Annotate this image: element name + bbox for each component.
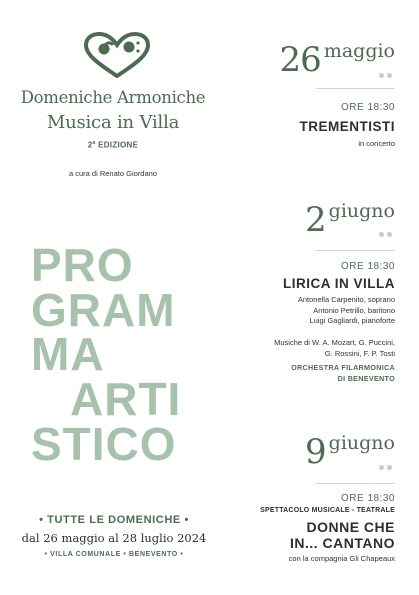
- program-title-line: MA: [31, 328, 105, 380]
- heart-music-logo-icon: [80, 32, 154, 80]
- event-title-line: DONNE CHE: [306, 519, 395, 535]
- event-title: [290, 519, 395, 551]
- divider: [316, 250, 395, 251]
- event-date: [280, 40, 395, 80]
- performers-list: [298, 295, 395, 327]
- divider: [316, 483, 395, 484]
- venue-label: • VILLA COMUNALE • BENEVENTO •: [44, 551, 184, 558]
- performer: Luigi Gagliardi, pianoforte: [309, 316, 395, 325]
- event-time: ORE 18:30: [341, 102, 395, 113]
- curator-credit: a cura di Renato Giordano: [69, 169, 157, 178]
- decorative-dots-icon: [379, 232, 393, 240]
- composers-line: G. Rossini, F. P. Tosti: [324, 348, 395, 358]
- performer: Antonio Petrillo, baritono: [313, 305, 395, 315]
- event-month: giugno: [328, 432, 395, 454]
- event-time: ORE 18:30: [341, 261, 395, 272]
- event-day: 26: [279, 40, 321, 80]
- orchestra-line: DI BENEVENTO: [337, 373, 395, 383]
- decorative-dots-icon: [379, 465, 393, 473]
- performer: Antonella Carpenito, soprano: [297, 295, 395, 304]
- program-title-line: PRO: [31, 239, 134, 291]
- program-title-line: ARTI: [70, 373, 182, 425]
- event-day: 2: [305, 200, 326, 240]
- event-month: maggio: [323, 40, 395, 62]
- brand-tagline: Musica in Villa: [46, 112, 180, 133]
- program-title-line: GRAM: [31, 284, 176, 336]
- event-subtitle: con la compagnia Gli Chapeaux: [288, 554, 395, 563]
- event-title-line: IN... CANTANO: [289, 535, 395, 551]
- brand-name: Domeniche Armoniche: [20, 88, 206, 107]
- event-day: 9: [305, 432, 326, 472]
- orchestra-line: ORCHESTRA FILARMONICA: [291, 363, 395, 372]
- event-subtitle: in concerto: [358, 139, 395, 148]
- program-title-line: STICO: [31, 418, 177, 470]
- date-range: dal 26 maggio al 28 luglio 2024: [21, 531, 207, 545]
- edition-label: 2$^a$ EDIZIONE: [87, 140, 139, 150]
- event-month: giugno: [328, 200, 395, 222]
- composers-line: Musiche di W. A. Mozart, G. Puccini,: [274, 338, 395, 347]
- divider: [316, 88, 395, 89]
- schedule-headline: • TUTTE LE DOMENICHE •: [39, 514, 189, 526]
- event-title: TREMENTISTI: [299, 119, 395, 134]
- event-genre: SPETTACOLO MUSICALE - TEATRALE: [260, 507, 395, 514]
- decorative-dots-icon: [379, 73, 393, 81]
- composers-list: [274, 338, 395, 359]
- orchestra-name: [291, 363, 395, 384]
- event-title: LIRICA IN VILLA: [283, 276, 395, 291]
- event-time: ORE 18:30: [341, 493, 395, 504]
